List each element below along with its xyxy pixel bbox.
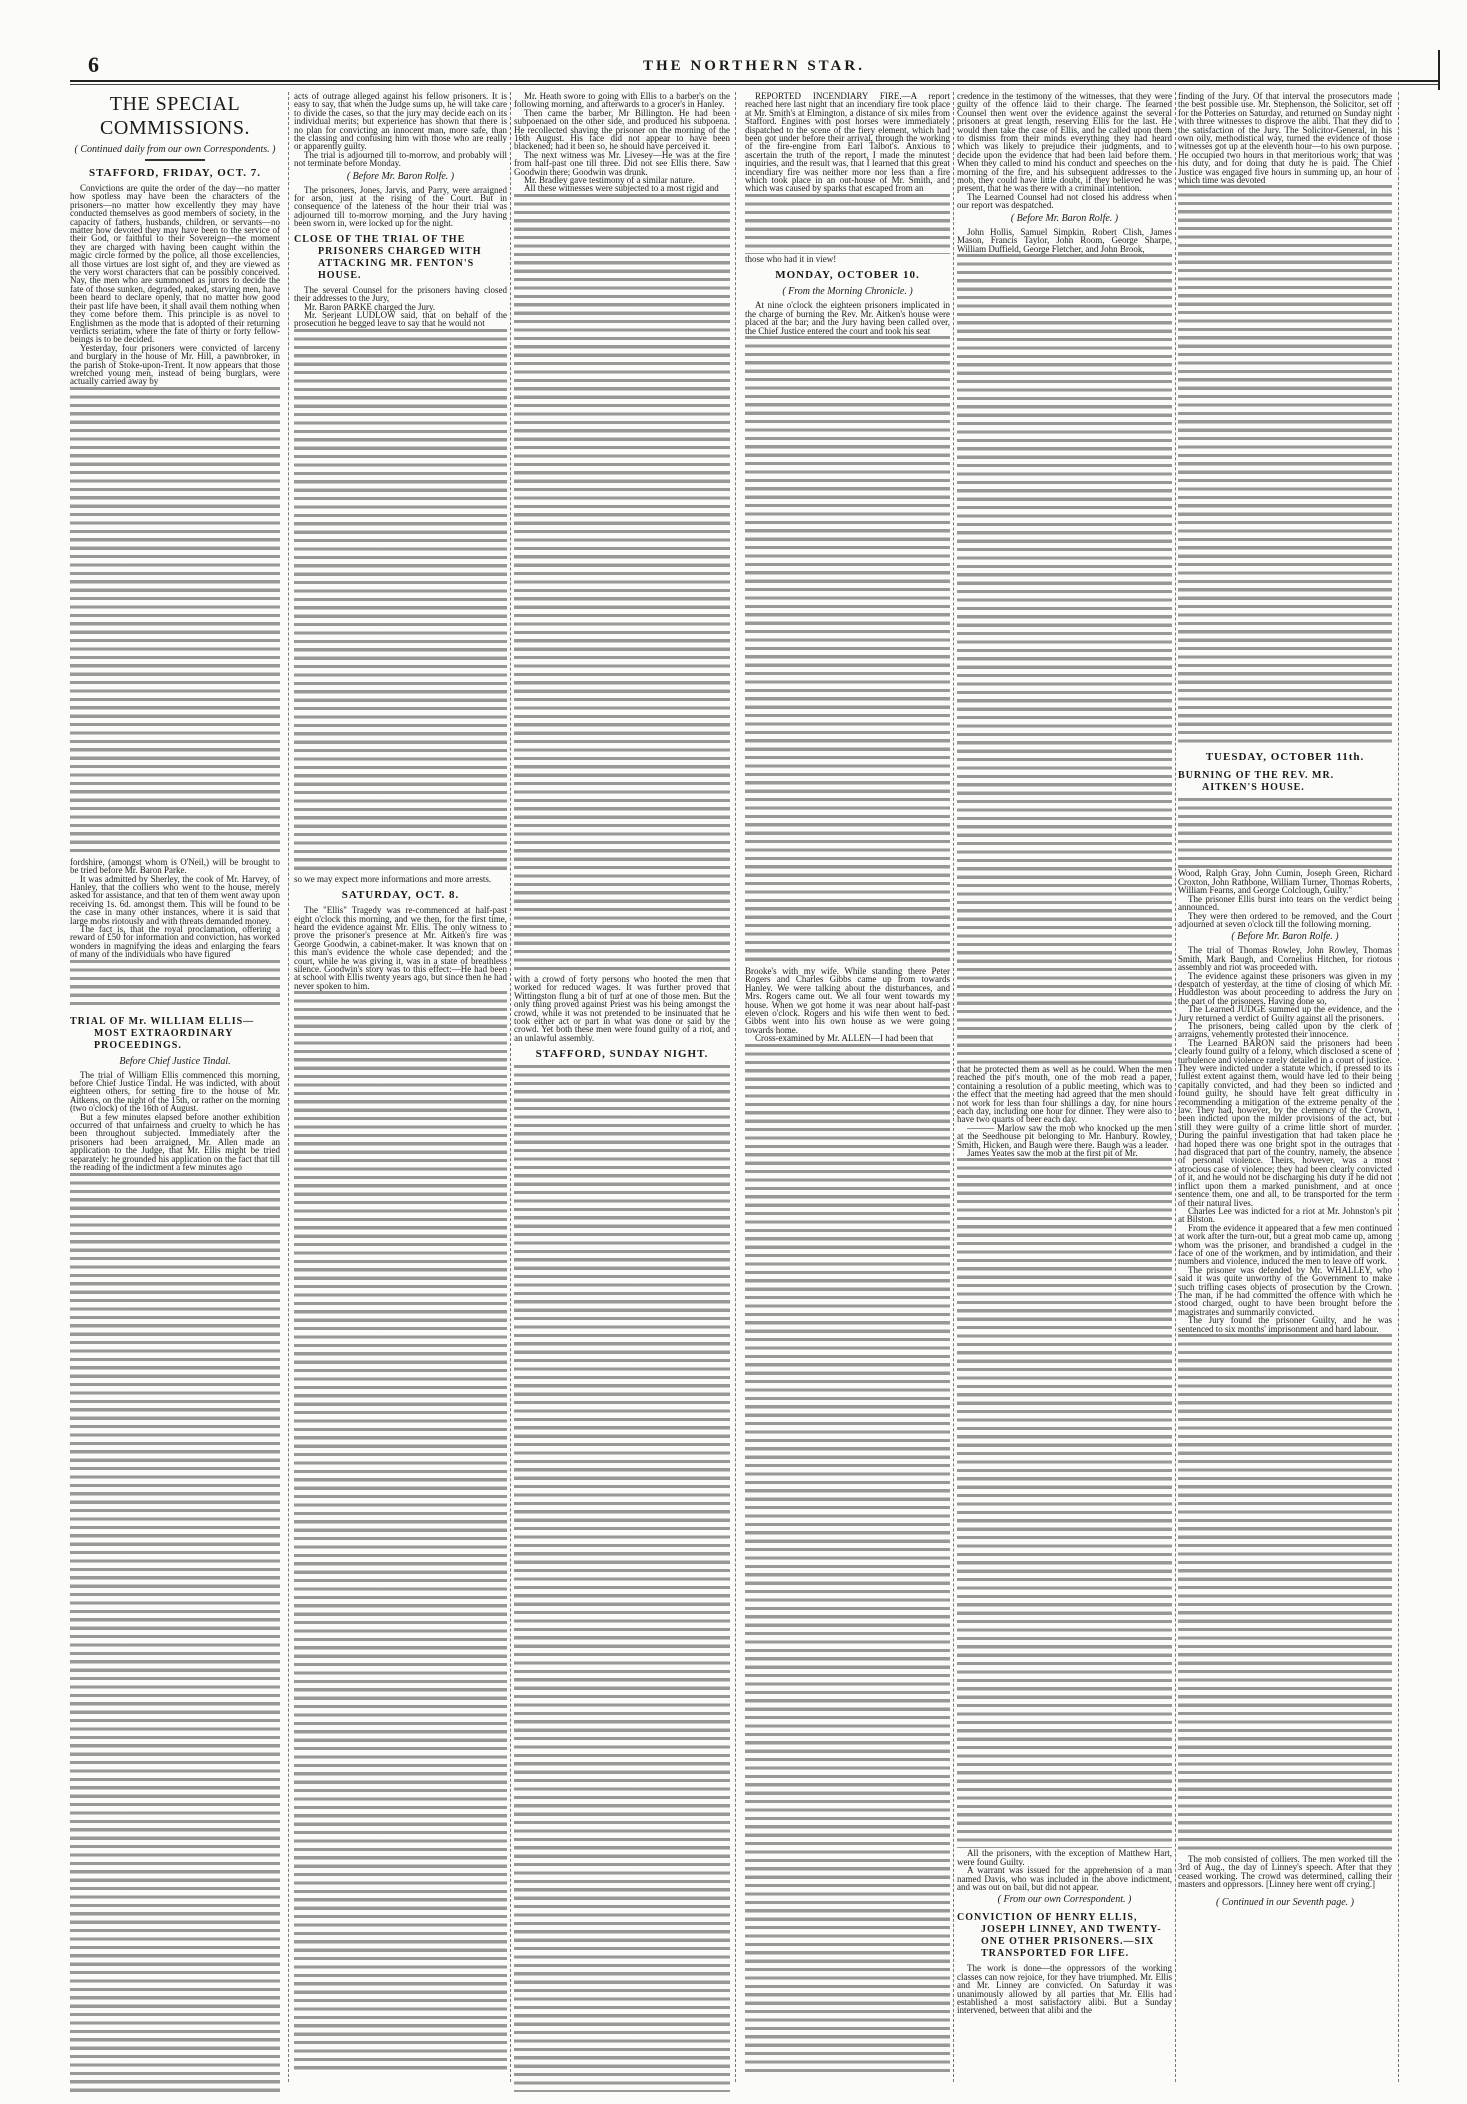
paragraph: Yesterday, four prisoners were convicted of larceny and burglary in the house of Mr. Hill, a pawnbroker, in the parish of Stoke-upon-Trent. It now appears that those wretched young men, instead of being burglars, were actually carried away by — [70, 342, 280, 387]
court-line: Before Chief Justice Tindal. — [119, 1055, 231, 1067]
paragraph: They were then ordered to be removed, and the Court adjourned at seven o'clock till the following morning. — [1178, 910, 1392, 929]
column-5 — [957, 92, 1172, 2092]
paragraph: The trial is adjourned till to-morrow, and probably will not terminate before Monday. — [294, 149, 507, 169]
masthead-rule-thin — [70, 84, 1438, 85]
column-rule — [953, 92, 954, 2082]
column-rule — [510, 92, 511, 2082]
paragraph: The Learned JUDGE summed up the evidence, and the Jury returned a verdict of Guilty against all the prisoners. — [1178, 1004, 1392, 1023]
paragraph: A warrant was issued for the apprehension of a man named Davis, who was included in the above indictment, and was out on bail, but did not appear. — [957, 1865, 1172, 1892]
paragraph: credence in the testimony of the witnesses, that they were guilty of the offence laid to their charge. The learned Counsel then went over the evidence against the several prisoners at great length, reserving Ellis for the last. He would then take the case of Ellis, and he called upon them to dismiss from their minds everything they had heard which was likely to prejudice their judgments, and to decide upon the evidence that had been laid before them. When they called to mind his conduct and speeches on the morning of the fire, and his subsequent addresses to the mob, they could have little doubt, if they believed he was present, that he was there with a criminal intention. — [957, 92, 1172, 194]
paragraph: The prisoners, Jones, Jarvis, and Parry, were arraigned for arson, just at the rising of the Court. But in consequence of the lateness of the hour their trial was adjourned till to-morrow morning, and the Jury having been sworn in, were locked up for the night. — [294, 184, 507, 229]
text-block — [957, 254, 1172, 1064]
article-subtitle: ( Continued daily from our own Correspondents. ) — [74, 144, 276, 155]
column-rule — [735, 92, 736, 2082]
paragraph-body: —A report reached here last night that an incendiary fire took place at Mr. Smith's at Elmington, a distance of six miles from Stafford. Engines with post horses were immediately dispatched to the scene of the fiery element, which had been got under before their arrival, through the working of the fire-engine from Earl Talbot's. Anxious to ascertain the truth of the report, I made the minutest inquiries, and the result was, that I learned that this great incendiary fire was neither more nor less than a fire which took place in an out-house of Mr. Smith, and which was caused by sparks that escaped from an — [745, 92, 950, 194]
paragraph: Mr. Bradley gave testimony of a similar nature. — [524, 175, 695, 186]
paragraph: The Learned Counsel had not closed his address when our report was despatched. — [957, 191, 1172, 211]
dateline: SATURDAY, OCT. 8. — [341, 889, 460, 902]
paragraph: that he protected them as well as he could. When the men reached the pit's mouth, one of the mob read a paper, containing a resolution of a public meeting, which was to the effect that the meeting had agreed that the men should not work for less than four shillings a day, for nine hours each day, including one hour for dinner. They were also to have two quarts of beer each day. — [957, 1063, 1172, 1125]
paragraph: fordshire, (amongst whom is O'Neil,) will be brought to be tried before Mr. Baron Parke. — [70, 856, 280, 876]
paragraph: John Hollis, Samuel Simpkin, Robert Clish, James Mason, Francis Taylor, John Room, George Sharpe, William Duffield, George Fletcher, and John Brook, — [957, 226, 1172, 254]
page-edge-rule — [1438, 50, 1440, 90]
text-block — [70, 1173, 280, 2093]
paragraph: Then came the barber, Mr Billington. He had been subpoenaed on the other side, and produced his subpoena. He recollected shaving the prisoner on the morning of the 16th August. His face did not appear to have been blackened; had it been so, he should have perceived it. — [514, 107, 730, 152]
paragraph: The Jury found the prisoner Guilty, and he was sentenced to six months' imprisonment and hard labour. — [1178, 1315, 1392, 1334]
text-block — [745, 194, 950, 254]
paragraph: The several Counsel for the prisoners having closed their addresses to the Jury, — [294, 284, 507, 304]
text-block — [1178, 1334, 1392, 1854]
article-title: THE SPECIAL COMMISSIONS. — [100, 93, 250, 139]
text-block — [70, 387, 280, 857]
paragraph: The trial of Thomas Rowley, John Rowley, Thomas Smith, Mark Baugh, and Cornelius Hitchen, for riotous assembly and riot was proceeded with. — [1178, 945, 1392, 973]
dateline: STAFFORD, FRIDAY, OCT. 7. — [89, 167, 261, 179]
source-line: ( From our own Correspondent. ) — [997, 1894, 1132, 1906]
paragraph: The prisoners, being called upon by the clerk of arraigns, vehemently protested their innocence. — [1178, 1020, 1392, 1040]
paragraph: Cross-examined by Mr. ALLEN—I had been that — [755, 1033, 934, 1044]
paragraph: The fact is, that the royal proclamation, offering a reward of £50 for information and conviction, has worked wonders in magnifying the ideas and enlarging the fears of many of the individuals who have figured — [70, 924, 280, 960]
text-block — [957, 1158, 1172, 1848]
paragraph: The trial of William Ellis commenced this morning, before Chief Justice Tindal. He was indicted, with about eighteen others, for setting fire to the house of Mr. Aitkens, on the night of the 15th, or rather on the morning (two o'clock) of the 16th of August. — [70, 1069, 280, 1114]
paragraph: James Yeates saw the mob at the first pit of Mr. — [967, 1147, 1138, 1158]
text-block — [1178, 185, 1392, 745]
paragraph-lead: REPORTED INCENDIARY FIRE. — [755, 92, 902, 101]
source-line: ( From the Morning Chronicle. ) — [782, 286, 913, 298]
paragraph: Charles Lee was indicted for a riot at Mr. Johnston's pit at Bilston. — [1178, 1205, 1392, 1225]
paragraph: those who had it in view! — [745, 253, 837, 264]
paragraph: with a crowd of forty persons who hooted the men that worked for reduced wages. It was further proved that Wittingston flung a bit of turf at one of those men. But the only thing proved against Priest was his being amongst the crowd, while it was not pretended to be insinuated that he took either act or part in what was done or said by the crowd. Yet both these men were found guilty of a riot, and an unlawful assembly. — [514, 973, 730, 1043]
paragraph: The "Ellis" Tragedy was re-commenced at half-past eight o'clock this morning, and we then, for the first time, heard the evidence against Mr. Ellis. The only witness to prove the prisoner's presence at Mr. Aitken's fire was George Goodwin, a cabinet-maker. It was known that on this man's evidence the whole case depended; and the court, while he was giving it, was in a state of breathless silence. Goodwin's story was to this effect:—He had been at school with Ellis twenty years ago, but since then he had never spoken to him. — [294, 905, 507, 991]
text-block — [1178, 798, 1392, 868]
paragraph: The evidence against these prisoners was given in my despatch of yesterday, at the time of closing of which Mr. Huddleston was about proceeding to address the Jury on the part of the prisoners. Having done so, — [1178, 970, 1392, 1006]
column-3 — [514, 92, 730, 2092]
continued-note: ( Continued in our Seventh page. ) — [1215, 1896, 1355, 1908]
text-block — [294, 329, 507, 874]
text-block — [745, 1044, 950, 2074]
dateline: STAFFORD, SUNDAY NIGHT. — [535, 1048, 709, 1061]
masthead-rule — [70, 80, 1438, 82]
paragraph: All the prisoners, with the exception of Matthew Hart, were found Guilty. — [957, 1848, 1172, 1867]
text-block — [514, 194, 730, 974]
paragraph: Mr. Baron PARKE charged the Jury. — [304, 301, 436, 312]
column-rule — [1398, 92, 1399, 2082]
paragraph: Brooke's with my wife. While standing there Peter Rogers and Charles Gibbs came up from towards Hanley. We were talking about the disturbances, and Mrs. Rogers came out. We all four went towards my house. When we got home it was near about half-past eleven o'clock. Rogers and his wife then went to bed. Gibbs went into his own house as we were going towards home. — [745, 965, 950, 1035]
paragraph: The mob consisted of colliers. The men worked till the 3rd of Aug., the day of Linney's speech. After that they ceased working. The crowd was determined, calling their masters and oppressors. [Linney here went off crying.] — [1178, 1854, 1392, 1890]
paragraph: finding of the Jury. Of that interval the prosecutors made the best possible use. Mr. Stephenson, the Solicitor, set off for the Potteries on Saturday, and returned on Sunday night with three witnesses to disprove the alibi. That they did to the satisfaction of the Jury. The Solicitor-General, in his own oily, methodistical way, turned the evidence of those witnesses got up at the eleventh hour—to his own purpose. He occupied two hours in that meritorious work; that was his duty, and for doing that duty he is paid. The Chief Justice was engaged five hours in summing up, an hour of which time was devoted — [1178, 92, 1392, 186]
paragraph: The next witness was Mr. Livesey—He was at the fire from half-past one till three. Did not see Ellis there. Saw Goodwin there; Goodwin was drunk. — [514, 149, 730, 177]
section-heading: CLOSE OF THE TRIAL OF THE PRISONERS CHARGED WITH ATTACKING MR. FENTON'S HOUSE. — [294, 233, 482, 281]
paragraph: But a few minutes elapsed before another exhibition occurred of that unfairness and cruelty to which he has been throughout subjected. Immediately after the prisoners had been arraigned, Mr. Allen made an application to the Judge, that Mr. Ellis might be tried separately: he grounded his application on the fact that till the reading of the indictment a few minutes ago — [70, 1111, 280, 1173]
column-2 — [294, 92, 507, 2092]
paragraph: The prisoner was defended by Mr. WHALLEY, who said it was quite unworthy of the Government to make such trifling cases objects of prosecution by the Crown. The man, if he had committed the offence with which he stood charged, ought to have been brought before the magistrates and summarily convicted. — [1178, 1264, 1392, 1317]
section-heading: TRIAL OF Mr. WILLIAM ELLIS—MOST EXTRAORDINARY PROCEEDINGS. — [70, 1015, 255, 1051]
text-block — [70, 960, 280, 1010]
column-6 — [1178, 92, 1392, 2092]
paragraph: The Learned BARON said the prisoners had been clearly found guilty of a felony, which disclosed a scene of turbulence and violence rarely detailed in a court of justice. They were indicted under a statute which, if pressed to its fullest extent against them, would have led to their being capitally convicted, and had they been so indicted and found guilty, he should have felt great difficulty in recommending a mitigation of the extreme penalty of the law. They had, however, by the clemency of the Crown, been indicted upon the milder provisions of the act, but still they were guilty of a crime little short of murder. During the painful investigation that had taken place he had hoped there was one bright spot in the outrages that had disgraced that part of the country, namely, the absence of personal violence. Theirs, however, was a most atrocious case of violence; they had been clearly convicted of it, and he would not be discharging his duty if he did not inflict upon them a marked punishment, and at once sentence them, one and all, to be transported for the term of their natural lives. — [1178, 1037, 1392, 1208]
text-block — [745, 336, 950, 966]
court-line: ( Before Mr. Baron Rolfe. ) — [1231, 931, 1339, 943]
paragraph: It was admitted by Sherley, the cook of Mr. Harvey, of Hanley, that the colliers who went to the house, merely asked for assistance, and that ten of them went away upon receiving 1s. 6d. amongst them. This will be found to be the case in many other instances, where it is said that large mobs riotously and with threats demanded money. — [70, 873, 280, 926]
paragraph — [745, 92, 950, 193]
section-heading: BURNING OF THE REV. MR. AITKEN'S HOUSE. — [1178, 770, 1335, 794]
court-line: ( Before Mr. Baron Rolfe. ) — [1010, 212, 1119, 224]
column-4 — [745, 92, 950, 2092]
masthead — [70, 52, 1438, 82]
paragraph: acts of outrage alleged against his fellow prisoners. It is easy to say, that when the Judge sums up, he will take care to divide the cases, so that the jury may decide each on its individual merits; but experience has shown that there is no plan for convicting an innocent man, more safe, than the classing and confusing him with those who are really or apparently guilty. — [294, 92, 507, 152]
column-rule — [288, 92, 289, 2082]
paragraph: so we may expect more informations and more arrests. — [294, 873, 492, 884]
paragraph: Wood, Ralph Gray, John Cumin, Joseph Green, Richard Croxton, John Rathbone, William Turner, Thomas Roberts, William Fearns, and George Colclough, Guilty." — [1178, 868, 1392, 896]
paragraph: Mr. Heath swore to going with Ellis to a barber's on the following morning, and afterwards to a grocer's in Hanley. — [514, 92, 730, 110]
dateline: TUESDAY, OCTOBER 11th. — [1205, 751, 1365, 764]
section-heading: CONVICTION OF HENRY ELLIS, JOSEPH LINNEY, AND TWENTY-ONE OTHER PRISONERS.—SIX TRANSPORTED FOR LIFE. — [957, 1912, 1162, 1960]
paragraph: The prisoner Ellis burst into tears on the verdict being announced. — [1178, 893, 1392, 913]
paragraph: All these witnesses were subjected to a most rigid and — [524, 183, 719, 194]
newspaper-title: THE NORTHERN STAR. — [643, 58, 865, 74]
paragraph: From the evidence it appeared that a few men continued at work after the turn-out, but a great mob came up, among whom was the prisoner, and brandished a cudgel in the face of one of the workmen, and by intimidation, and their numbers and violence, induced the men to leave off work. — [1178, 1222, 1392, 1267]
text-block — [294, 991, 507, 2071]
paragraph: At nine o'clock the eighteen prisoners implicated in the charge of burning the Rev. Mr. Aitken's house were placed at the bar; and the Jury having been called over, the Chief Justice entered the court and took his seat — [745, 300, 950, 336]
paragraph: Convictions are quite the order of the day—no matter how spotless may have been the characters of the prisoners—no matter how excellently they may have conducted themselves as good members of society, in the capacity of fathers, husbands, children, or servants—no matter how devoted they may have been to the service of their God, or faithful to their Sovereign—the moment they are charged with having been caught within the magic circle formed by the police, all those excellencies, all those virtues are lost sight of, and they are viewed as the very worst characters that can be possibly conceived. Nay, the men who are summoned as jurors to decide the fate of those sunken, degraded, naked, starving men, have been heard to declare openly, that no matter how good their past life have been, it shall avail them nothing when they come before them. This principle is as novel to Englishmen as the mode that is adopted of their returning verdicts seriatim, where the fate of thirty or forty fellow-beings is to be decided. — [70, 183, 280, 345]
paragraph: ——— Marlow saw the mob who knocked up the men at the Seedhouse pit belonging to Mr. Hanbury. Rowley, Smith, Hicken, and Baugh were there. Baugh was a leader. — [957, 1122, 1172, 1150]
page-number: 6 — [88, 52, 99, 77]
column-rule — [1175, 92, 1176, 2082]
column-1 — [70, 92, 280, 2092]
court-line: ( Before Mr. Baron Rolfe. ) — [346, 170, 455, 182]
divider — [145, 159, 205, 161]
text-block — [514, 1065, 730, 2092]
paragraph: Mr. Serjeant LUDLOW said, that on behalf of the prosecution he begged leave to say that he would not — [294, 309, 507, 329]
dateline: MONDAY, OCTOBER 10. — [775, 269, 920, 282]
paragraph: The work is done—the oppressors of the working classes can now rejoice, for they have triumphed. Mr. Ellis and Mr. Linney are convicted. On Saturday it was unanimously allowed by all parties that Mr. Ellis had established a most satisfactory alibi. But a Sunday intervened, between that alibi and the — [957, 1963, 1172, 2016]
